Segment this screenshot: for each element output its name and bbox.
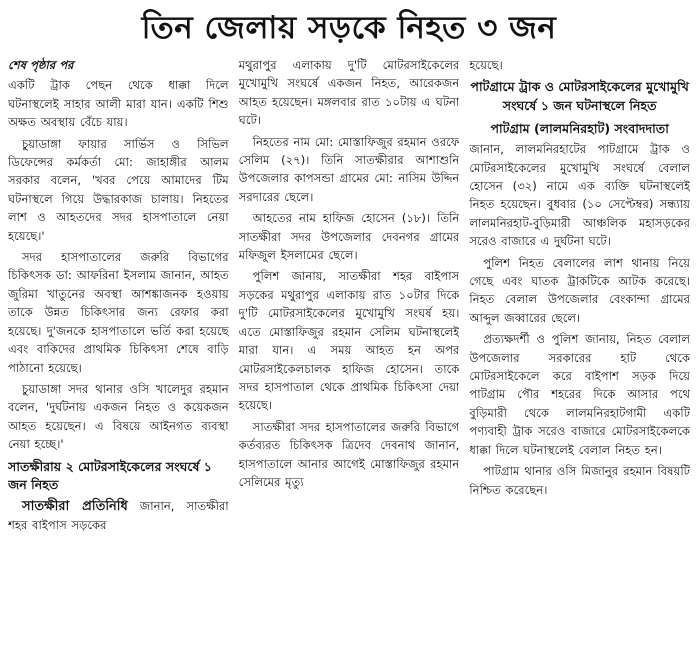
- paragraph: পুলিশ জানায়, সাতক্ষীরা শহর বাইপাস সড়কের মথুরাপুর এলাকায় রাত ১০টার দিকে দু'টি মোটরসাইকেলের মুখোমুখি সংঘর্ষ হয়। এতে মোস্তাফিজুর রহমান সেলিম ঘটনাস্থলেই মারা যান। এ সময় আহত হন অপর মোটরসাইকেলচালক হাফিজ হোসেন। তাকে সদর হাসপাতাল থেকে প্রাথমিক চিকিৎসা দেয়া হয়েছে।: [238, 269, 460, 413]
- continued-label: শেষ পৃষ্ঠার পর: [8, 58, 74, 72]
- subheadline-patgram: পাটগ্রামে ট্রাক ও মোটরসাইকেলের মুখোমুখি সংঘর্ষে ১ জন ঘটনাস্থলে নিহত: [470, 79, 689, 113]
- column-1: [8, 56, 229, 646]
- article-columns: [8, 56, 690, 646]
- paragraph: চুয়াডাঙ্গা ফায়ার সার্ভিস ও সিভিল ডিফেন্সের কর্মকর্তা মো: জাহাঙ্গীর আলম সরকার বলেন, 'খবর পেয়ে আমাদের টিম ঘটনাস্থলে গিয়ে উদ্ধারকাজ চালায়। নিহতের লাশ ও আহতদের সদর হাসপাতালে নেয়া হয়েছে।': [8, 136, 229, 243]
- paragraph: সাতক্ষীরা সদর হাসপাতালের জরুরি বিভাগে কর্তব্যরত চিকিৎসক ত্রিদেব দেবনাথ জানান, হাসপাতালে আনার আগেই মোস্তাফিজুর রহমান সেলিমের মৃত্যু: [238, 419, 460, 489]
- paragraph: আহতের নাম হাফিজ হোসেন (১৮)। তিনি সাতক্ষীরা সদর উপজেলার দেবনগর গ্রামের মফিজুল ইসলামের ছেলে।: [238, 211, 460, 263]
- paragraph: হয়েছে।: [469, 58, 503, 72]
- byline-text: জানান, সাতক্ষীরা শহর বাইপাস সড়কের: [8, 498, 229, 533]
- headline: তিন জেলায় সড়কে নিহত ৩ জন: [141, 10, 557, 46]
- byline-place: পাটগ্রাম (লালমনিরহাট) সংবাদদাতা: [490, 120, 669, 136]
- subheadline-satkhira: সাতক্ষীরায় ২ মোটরসাইকেলের সংঘর্ষে ১ জন নিহত: [8, 458, 212, 493]
- paragraph: একটি ট্রাক পেছন থেকে ধাক্কা দিলে ঘটনাস্থলেই সাহার আলী মারা যান। একটি শিশু অক্ষত অবস্থায় বেঁচে যায়।: [8, 78, 229, 130]
- column-3: [469, 56, 690, 646]
- column-2: [239, 56, 460, 646]
- paragraph: পাটগ্রাম থানার ওসি মিজানুর রহমান বিষয়টি নিশ্চিত করেছেন।: [469, 464, 691, 497]
- byline-paragraph: [8, 497, 229, 535]
- paragraph: সদর হাসপাতালের জরুরি বিভাগের চিকিৎসক ডা: আফরিনা ইসলাম জানান, আহত জুরিমা খাতুনের অবস্থা আশঙ্কাজনক হওয়ায় তাকে উন্নত চিকিৎসার জন্য রেফার করা হয়েছে। দু'জনকে হাসপাতালে ভর্তি করা হয়েছে এবং বাকিদের প্রাথমিক চিকিৎসা শেষে বাড়ি পাঠানো হয়েছে।: [8, 250, 229, 375]
- byline: সাতক্ষীরা প্রতিনিধি: [22, 498, 128, 514]
- paragraph: নিহতের নাম মো: মোস্তাফিজুর রহমান ওরফে সেলিম (২৭)। তিনি সাতক্ষীরার আশাশুনি উপজেলার কাপসন্ডা গ্রামের মো: নাসিম উদ্দিন সরদারের ছেলে।: [238, 134, 460, 204]
- paragraph: পুলিশ নিহত বেলালের লাশ থানায় নিয়ে গেছে এবং ঘাতক ট্রাকটিকে আটক করেছে। নিহত বেলাল উপজেলার বেংকান্দা গ্রামের আব্দুল জব্বারের ছেলে।: [469, 255, 691, 325]
- paragraph: চুয়াডাঙ্গা সদর থানার ওসি খালেদুর রহমান বলেন, 'দুর্ঘটনায় একজন নিহত ও কয়েকজন আহত হয়েছেন। এ বিষয়ে আইনগত ব্যবস্থা নেয়া হচ্ছে।': [8, 381, 229, 452]
- paragraph: প্রত্যক্ষদর্শী ও পুলিশ জানায়, নিহত বেলাল উপজেলার সরকারের হাট থেকে মোটরসাইকেলে করে বাইপাশ সড়ক দিয়ে পাটগ্রাম পৌর শহরের দিকে আসার পথে বুড়িমারী থেকে লালমনিরহাটগামী একটি পণ্যবাহী ট্রাক সরেও বাজারে মোটরসাইকেলকে ধাক্কা দিলে ঘটনাস্থলেই বেলাল নিহত হন।: [469, 332, 691, 457]
- paragraph: জানান, লালমনিরহাটের পাটগ্রামে ট্রাক ও মোটরসাইকেলের মুখোমুখি সংঘর্ষে বেলাল হোসেন (৩২) নামে এক ব্যক্তি ঘটনাস্থলেই নিহত হয়েছেন। বুধবার (১০ সেপ্টেম্বর) সন্ধ্যায় লালমনিরহাট-বুড়িমারী আঞ্চলিক মহাসড়কের সরেও বাজারে এ দুর্ঘটনা ঘটে।: [469, 142, 691, 249]
- paragraph: মথুরাপুর এলাকায় দু'টি মোটরসাইকেলের মুখোমুখি সংঘর্ষে একজন নিহত, আরেকজন আহত হয়েছেন। মঙ্গলবার রাত ১০টায় এ ঘটনা ঘটে।: [238, 58, 460, 128]
